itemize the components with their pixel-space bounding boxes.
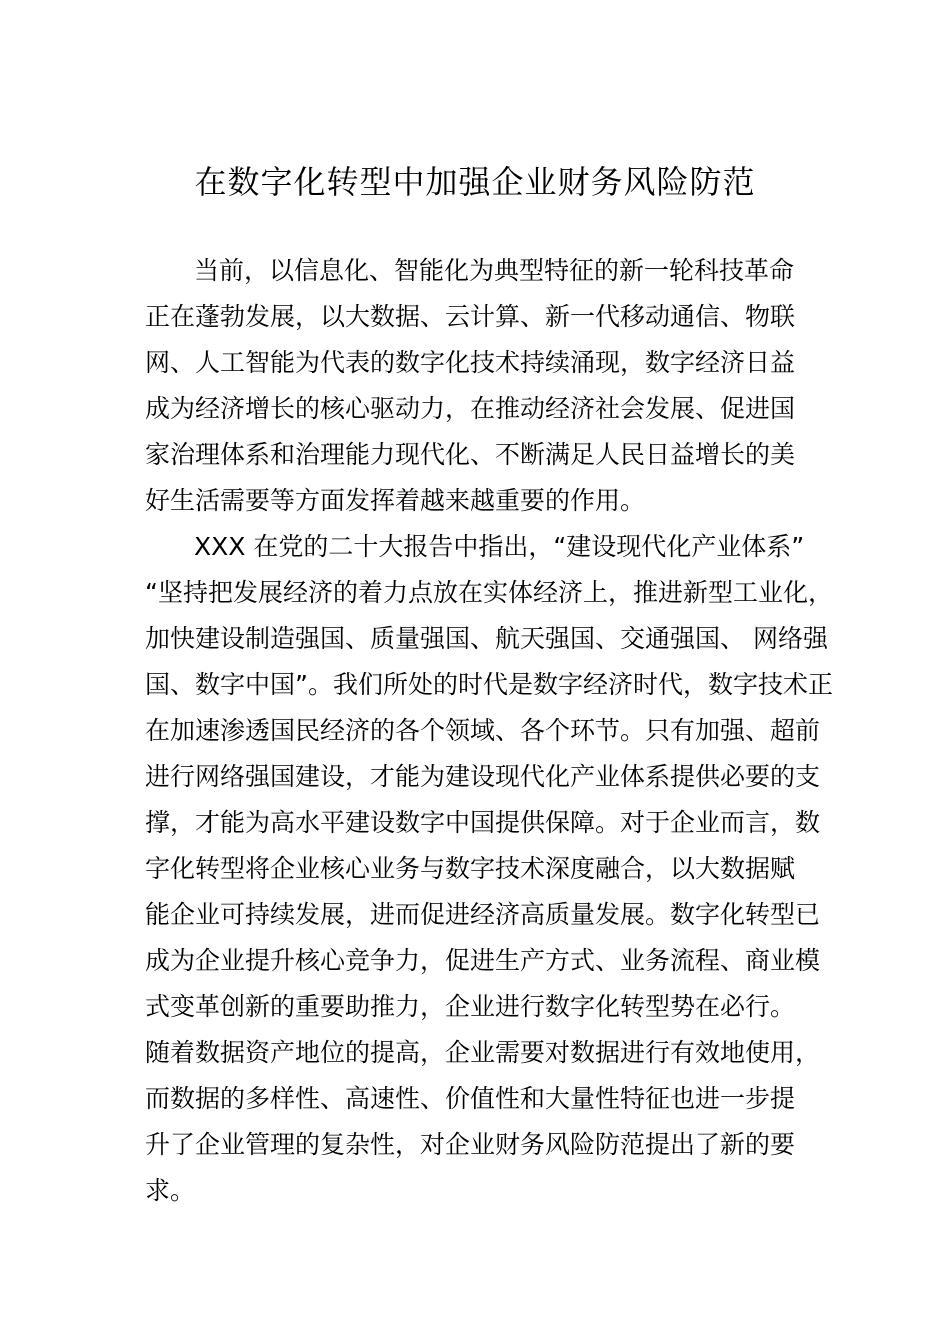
paragraph-1-line: 好生活需要等方面发挥着越来越重要的作用。 [145,486,646,515]
paragraph-2-line: 加快建设制造强国、质量强国、航天强国、交通强国、 网络强 [145,624,828,653]
paragraph-1-line: 当前，以信息化、智能化为典型特征的新一轮科技革命 [194,256,795,285]
paragraph-2-line: 而数据的多样性、高速性、价值性和大量性特征也进一步提 [145,1084,796,1113]
paragraph-1-line: 成为经济增长的核心驱动力，在推动经济社会发展、促进国 [145,394,796,423]
paragraph-2-line: 式变革创新的重要助推力，企业进行数字化转型势在必行。 [145,992,796,1021]
paragraph-2-line: 成为企业提升核心竞争力，促进生产方式、业务流程、商业模 [145,946,821,975]
paragraph-2-line: 升了企业管理的复杂性，对企业财务风险防范提出了新的要 [145,1130,796,1159]
paragraph-2-line: XXX 在党的二十大报告中指出，“建设现代化产业体系” [194,532,805,561]
paragraph-2-line: 能企业可持续发展，进而促进经济高质量发展。数字化转型已 [145,900,821,929]
paragraph-2-line: 在加速渗透国民经济的各个领域、各个环节。只有加强、超前 [145,716,821,745]
paragraph-1-line: 正在蓬勃发展，以大数据、云计算、新一代移动通信、物联 [145,302,796,331]
paragraph-2-line: “坚持把发展经济的着力点放在实体经济上，推进新型工业化， [145,578,833,607]
document-title: 在数字化转型中加强企业财务风险防范 [194,163,756,201]
paragraph-2-line: 随着数据资产地位的提高，企业需要对数据进行有效地使用， [145,1038,821,1067]
paragraph-2-line: 进行网络强国建设，才能为建设现代化产业体系提供必要的支 [145,762,821,791]
paragraph-1-line: 家治理体系和治理能力现代化、不断满足人民日益增长的美 [145,440,796,469]
paragraph-2-line: 国、数字中国”。我们所处的时代是数字经济时代，数字技术正 [145,670,833,699]
paragraph-1-line: 网、人工智能为代表的数字化技术持续涌现，数字经济日益 [145,348,796,377]
paragraph-2-line: 撑，才能为高水平建设数字中国提供保障。对于企业而言，数 [145,808,821,837]
paragraph-2-line: 求。 [145,1176,196,1205]
paragraph-2-line: 字化转型将企业核心业务与数字技术深度融合，以大数据赋 [145,854,796,883]
